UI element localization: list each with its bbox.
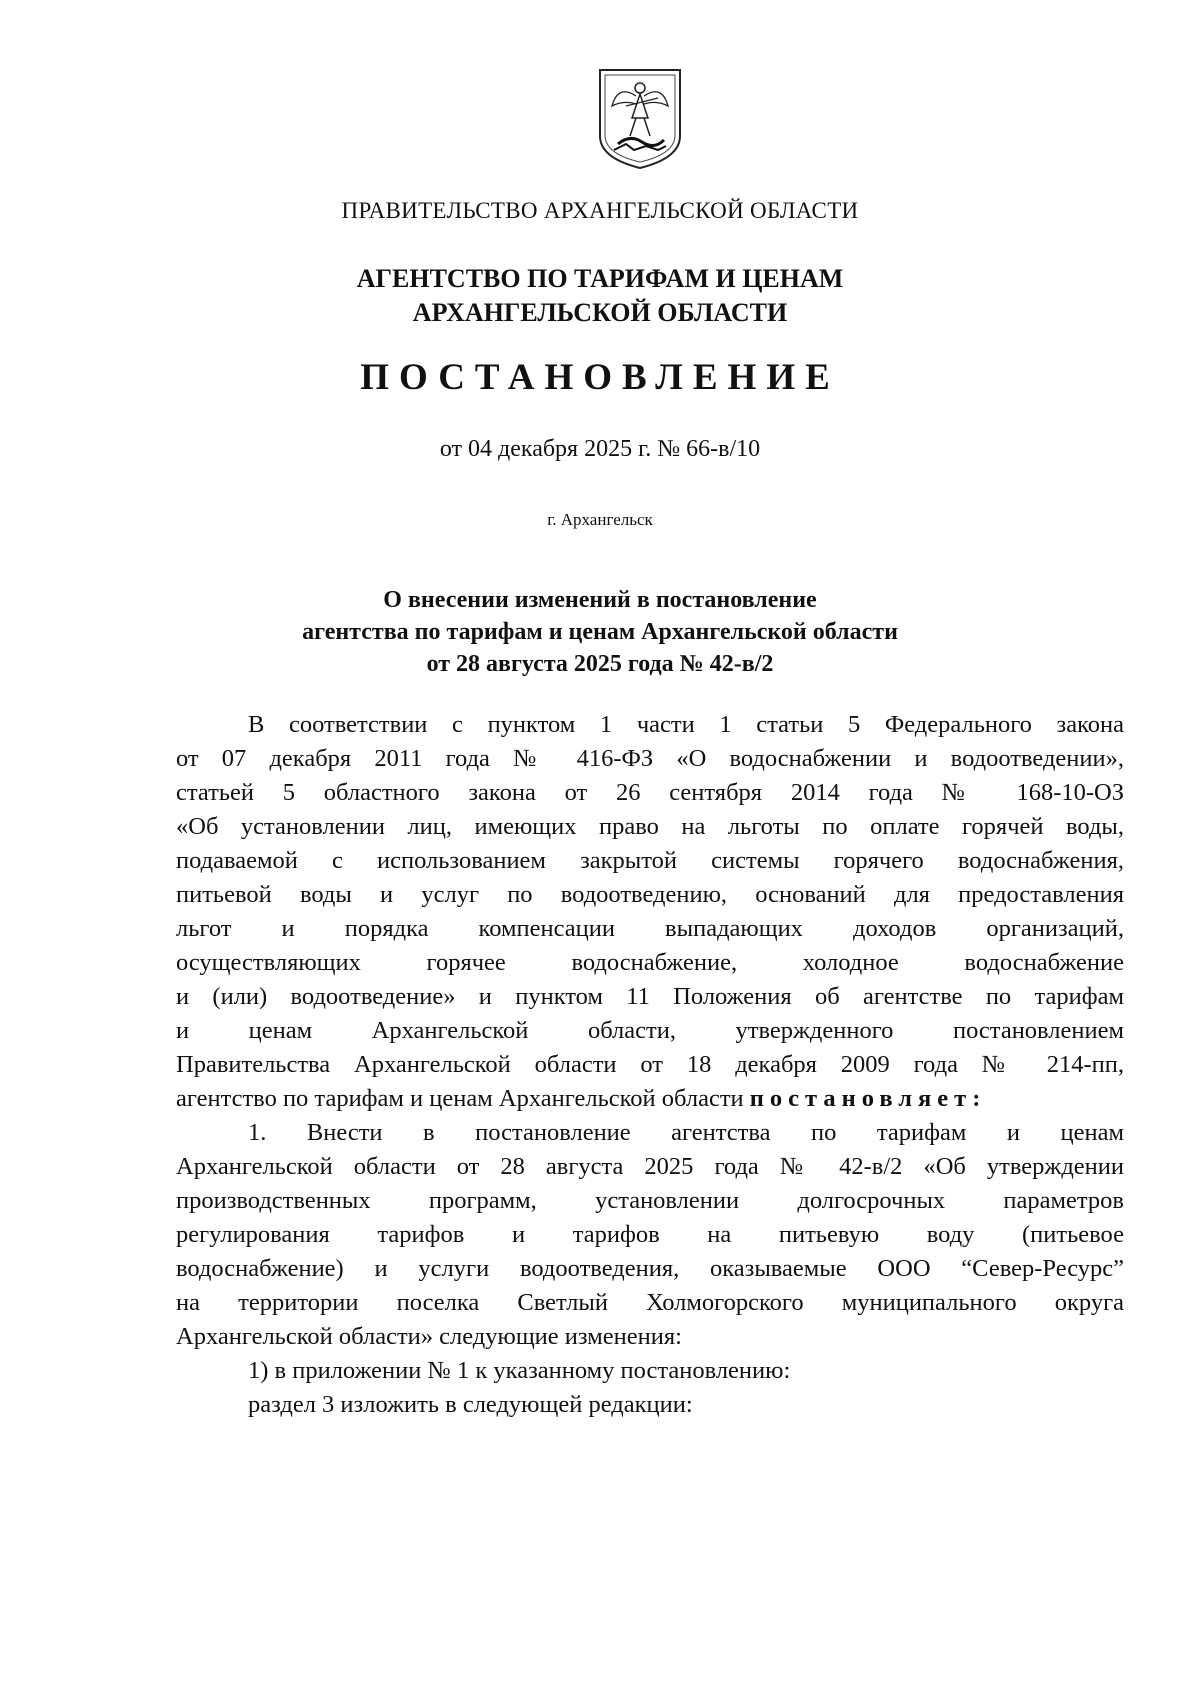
- subitem-section3: раздел 3 изложить в следующей редакции:: [248, 1391, 693, 1418]
- preamble-line: «Об установлении лиц, имеющих право на льготы по оплате горячей воды,: [176, 813, 1124, 840]
- coat-of-arms-emblem: [596, 66, 684, 170]
- item1-line: водоснабжение) и услуги водоотведения, оказываемые ООО “Север-Ресурс”: [176, 1255, 1124, 1282]
- preamble-line: от 07 декабря 2011 года № 416-ФЗ «О водоснабжении и водоотведении»,: [176, 745, 1124, 772]
- resolves-word: постановляет:: [749, 1085, 987, 1112]
- city-name: г. Архангельск: [547, 510, 653, 529]
- item1-line: Архангельской области от 28 августа 2025 года № 42-в/2 «Об утверждении: [176, 1153, 1124, 1180]
- preamble-line: Правительства Архангельской области от 18 декабря 2009 года № 214-пп,: [176, 1051, 1124, 1078]
- document-date-number: от 04 декабря 2025 г. № 66-в/10: [439, 436, 761, 462]
- item1-line: регулирования тарифов и тарифов на питьевую воду (питьевое: [176, 1221, 1124, 1248]
- government-name: ПРАВИТЕЛЬСТВО АРХАНГЕЛЬСКОЙ ОБЛАСТИ: [341, 198, 859, 223]
- agency-name-line1: АГЕНТСТВО ПО ТАРИФАМ И ЦЕНАМ: [356, 264, 844, 293]
- document-type-title: ПОСТАНОВЛЕНИЕ: [360, 357, 840, 398]
- item1-line: производственных программ, установлении долгосрочных параметров: [176, 1187, 1124, 1214]
- agency-name-line2: АРХАНГЕЛЬСКОЙ ОБЛАСТИ: [412, 298, 788, 327]
- subject-line2: агентства по тарифам и ценам Архангельской области: [302, 619, 898, 645]
- item1-line: Архангельской области» следующие изменения:: [176, 1323, 682, 1350]
- document-subject: [0, 584, 1200, 680]
- subitem-1: 1) в приложении № 1 к указанному постановлению:: [248, 1357, 791, 1384]
- preamble-line: агентство по тарифам и ценам Архангельской области: [176, 1085, 750, 1112]
- preamble-line: и (или) водоотведение» и пунктом 11 Положения об агентстве по тарифам: [176, 983, 1124, 1010]
- preamble-line: питьевой воды и услуг по водоотведению, оснований для предоставления: [176, 881, 1124, 908]
- preamble-line: осуществляющих горячее водоснабжение, холодное водоснабжение: [176, 949, 1124, 976]
- preamble-line: статьей 5 областного закона от 26 сентября 2014 года № 168-10-ОЗ: [176, 779, 1124, 806]
- preamble-last-line: [176, 1082, 1124, 1116]
- document-body: [176, 708, 1124, 1422]
- item1-line: на территории поселка Светлый Холмогорского муниципального округа: [176, 1289, 1124, 1316]
- item1-line: 1. Внести в постановление агентства по тарифам и ценам: [248, 1119, 1124, 1146]
- subject-line1: О внесении изменений в постановление: [383, 587, 817, 613]
- preamble-line: подаваемой с использованием закрытой системы горячего водоснабжения,: [176, 847, 1124, 874]
- preamble-line: В соответствии с пунктом 1 части 1 статьи 5 Федерального закона: [248, 711, 1124, 738]
- preamble-line: и ценам Архангельской области, утвержденного постановлением: [176, 1017, 1124, 1044]
- subject-line3: от 28 августа 2025 года № 42-в/2: [426, 651, 774, 677]
- agency-name: [0, 262, 1200, 330]
- preamble-line: льгот и порядка компенсации выпадающих доходов организаций,: [176, 915, 1124, 942]
